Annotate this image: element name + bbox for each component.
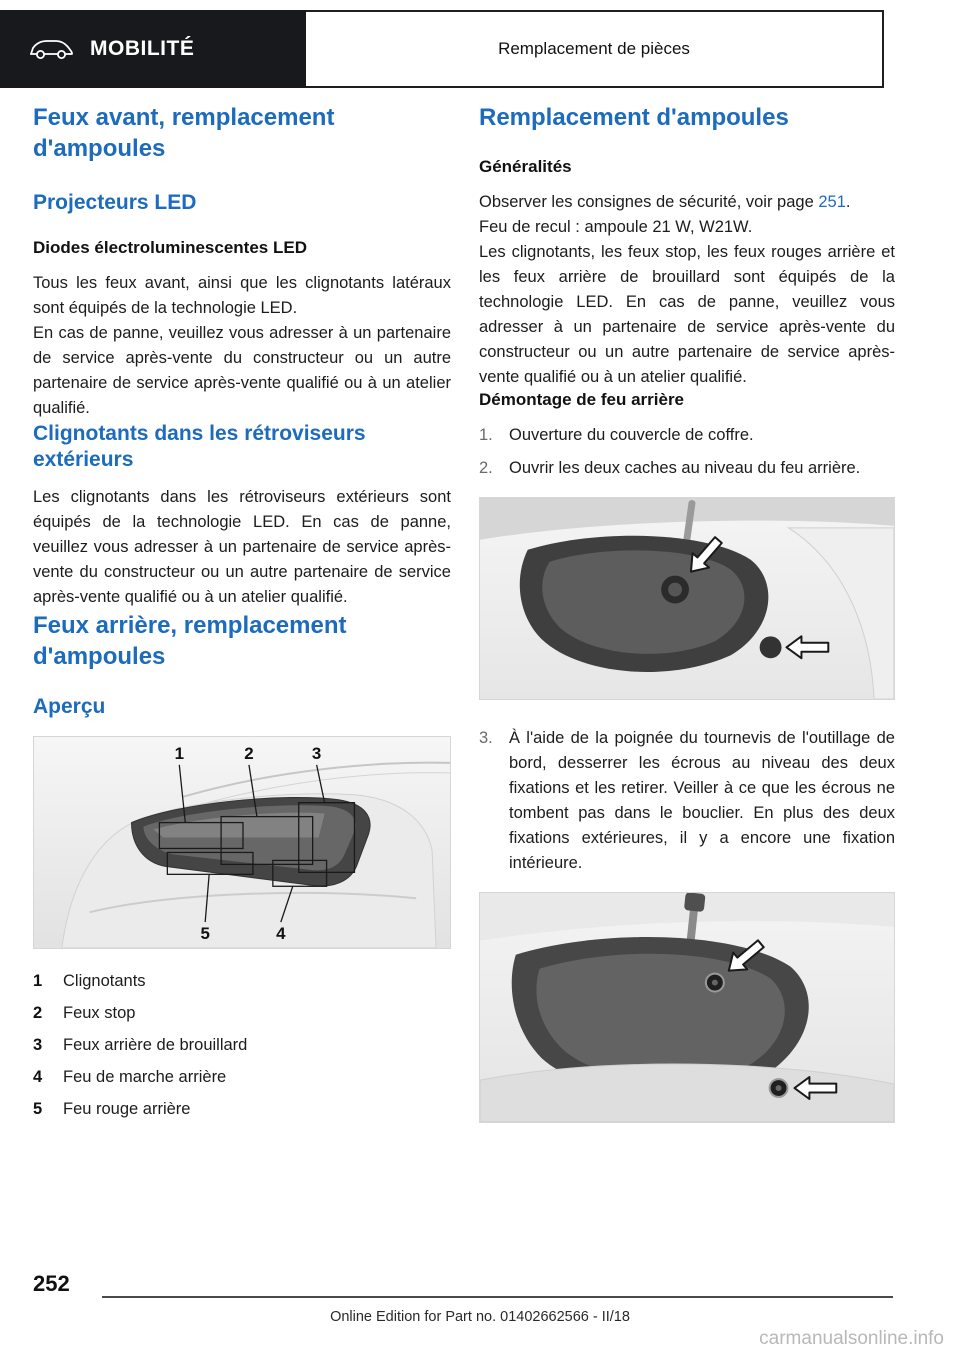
paragraph-feu-recul: Feu de recul : ampoule 21 W, W21W.: [479, 218, 753, 236]
legend-label: Feux arrière de brouillard: [63, 1035, 248, 1054]
rear-light-caches-illustration: [480, 498, 894, 699]
paragraph-led-arriere: Les clignotants, les feux stop, les feux rouges arrière et les feux arrière de brouillard sont équipés de la technologie LED. En cas de panne, veuillez vous adresser à un partenaire de service après-vente du constructeur ou un autre partenaire de service après-vente qualifié ou à un atelier qualifié.: [479, 243, 895, 386]
paragraph-securite: [479, 190, 895, 215]
securite-period: .: [845, 193, 851, 211]
paragraph-clignotants: Les clignotants dans les rétroviseurs extérieurs sont équipés de la technologie LED. En cas de panne, veuillez vous adresser à un partenaire de service après-vente du constructeur ou un autre partenaire de service après-vente qualifié ou à un atelier qualifié.: [33, 488, 451, 606]
left-column: [33, 102, 451, 1129]
heading-front-lights: Feux avant, remplacement d'ampoules: [33, 104, 335, 162]
legend-number: 5: [33, 1099, 43, 1118]
heading-demontage: Démontage de feu arrière: [479, 390, 685, 409]
legend-item: [33, 969, 451, 994]
footer-rule: [102, 1296, 893, 1298]
figure-rear-light-fixations: [479, 892, 895, 1123]
callout-1: 1: [174, 743, 185, 763]
legend-label: Feux stop: [63, 1003, 136, 1022]
callout-3: 3: [311, 743, 322, 763]
edition-note: Online Edition for Part no. 01402662566 - II/18: [330, 1309, 630, 1325]
car-icon: [28, 36, 74, 62]
chapter-tab-mobilite: [0, 10, 306, 88]
securite-text: Observer les consignes de sécurité, voir page: [479, 193, 819, 211]
page-header: [0, 10, 884, 88]
callout-5: 5: [200, 924, 210, 944]
rear-light-overview-illustration: [34, 737, 450, 948]
step-3: [479, 726, 895, 876]
right-column: [479, 102, 895, 1123]
heading-clignotants-retroviseurs: Clignotants dans les rétroviseurs extérieurs: [33, 422, 366, 471]
heading-apercu: Aperçu: [33, 695, 106, 718]
heading-diodes-led: Diodes électroluminescentes LED: [33, 238, 307, 257]
figure-rear-light-overview: [33, 736, 451, 949]
legend-item: [33, 1065, 451, 1090]
paragraph-diodes-1: Tous les feux avant, ainsi que les clignotants latéraux sont équipés de la technologie LED.: [33, 274, 451, 317]
legend-number: 4: [33, 1067, 43, 1086]
callout-2: 2: [244, 743, 254, 763]
legend-label: Clignotants: [63, 971, 146, 990]
watermark: carmanualsonline.info: [759, 1328, 944, 1349]
figure-rear-light-caches: [479, 497, 895, 700]
legend-item: [33, 1097, 451, 1122]
paragraph-diodes-2: En cas de panne, veuillez vous adresser à un partenaire de service après-vente du constructeur ou un autre partenaire de service après-vente qualifié ou à un atelier qualifié.: [33, 324, 451, 417]
figure-legend: [33, 969, 451, 1122]
step-number: 1.: [479, 426, 493, 444]
legend-item: [33, 1033, 451, 1058]
step-number: 3.: [479, 729, 493, 748]
rear-light-fixations-illustration: [480, 893, 894, 1122]
callout-4: 4: [276, 924, 286, 944]
step-2: [479, 456, 895, 481]
legend-label: Feu rouge arrière: [63, 1099, 191, 1118]
legend-number: 3: [33, 1035, 43, 1054]
legend-label: Feu de marche arrière: [63, 1067, 227, 1086]
step-text: Ouvrir les deux caches au niveau du feu arrière.: [509, 459, 861, 477]
page-link-251[interactable]: 251: [818, 193, 846, 211]
heading-rear-lights: Feux arrière, remplacement d'ampoules: [33, 612, 347, 670]
legend-item: [33, 1001, 451, 1026]
chapter-tab-label: MOBILITÉ: [90, 37, 195, 60]
section-title: Remplacement de pièces: [498, 39, 690, 58]
step-text: Ouverture du couvercle de coffre.: [509, 426, 754, 444]
step-number: 2.: [479, 459, 493, 477]
heading-remplacement-ampoules: Remplacement d'ampoules: [479, 104, 789, 131]
legend-number: 1: [33, 971, 43, 990]
step-1: [479, 423, 895, 448]
section-title-box: [306, 10, 884, 88]
step-text: À l'aide de la poignée du tournevis de l'outillage de bord, desserrer les écrous au niveau des deux fixations et les retirer. Veiller à ce que les écrous ne tombent pas dans le bouclier. En plus des deux fixations extérieures, il y a encore une fixation intérieure.: [509, 729, 895, 873]
heading-projecteurs-led: Projecteurs LED: [33, 191, 197, 214]
heading-generalites: Généralités: [479, 157, 572, 176]
page-number: 252: [33, 1271, 70, 1296]
legend-number: 2: [33, 1003, 43, 1022]
